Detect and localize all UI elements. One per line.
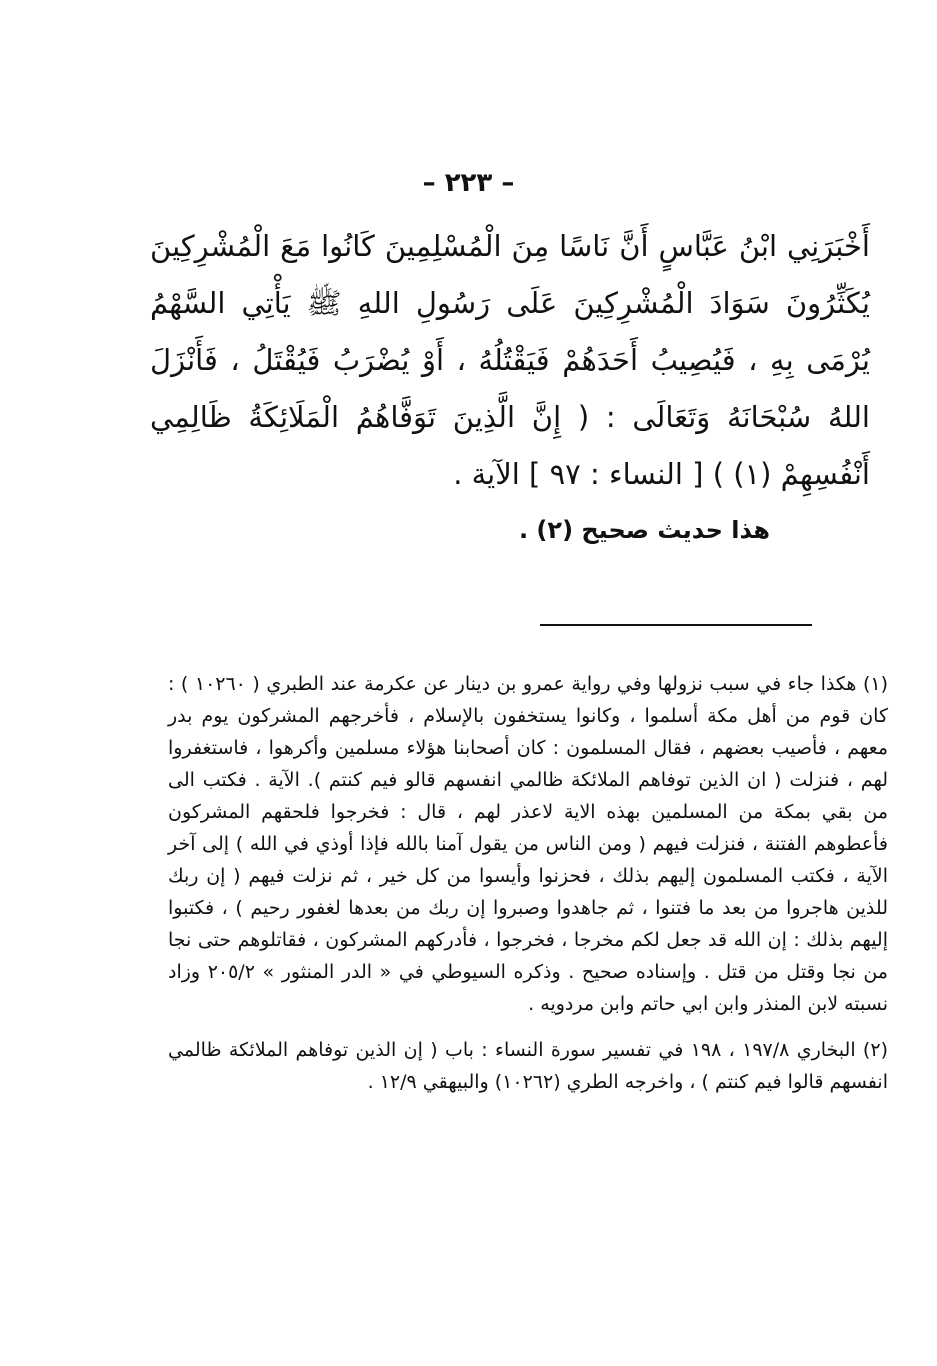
footnote-separator (540, 624, 812, 626)
main-text-block (150, 218, 870, 503)
hadith-grading: هذا حديث صحيح (٢) . (518, 516, 770, 544)
footnotes (168, 668, 888, 1098)
footnote-1: (١) هكذا جاء في سبب نزولها وفي رواية عمرو بن دينار عن عكرمة عند الطبري ( ١٠٢٦٠ ) : كان قوم من أهل مكة أسلموا ، وكانوا يستخفون بالإسلام ، فأخرجهم المشركون يوم بدر معهم ، فأصيب بعضهم ، فقال المسلمون : كان أصحابنا هؤلاء مسلمين وأكرهوا ، فاستغفروا لهم ، فنزلت ( ان الذين توفاهم الملائكة ظالمي انفسهم قالو فيم كنتم ). الآية . فكتب الى من بقي بمكة من المسلمين بهذه الاية لاعذر لهم ، قال : فخرجوا فلحقهم المشركون فأعطوهم الفتنة ، فنزلت فيهم ( ومن الناس من يقول آمنا بالله فإذا أوذي في الله ) إلى آخر الآية ، فكتب المسلمون إليهم بذلك ، فحزنوا وأيسوا من كل خير ، ثم نزلت فيهم ( إن ربك للذين هاجروا من بعد ما فتنوا ، ثم جاهدوا وصبروا إن ربك من بعدها لغفور رحيم ) ، فكتبوا إليهم بذلك : إن الله قد جعل لكم مخرجا ، فخرجوا ، فأدركهم المشركون ، فقاتلوهم حتى نجا من نجا وقتل من قتل . وإسناده صحيح . وذكره السيوطي في « الدر المنثور » ٢٠٥/٢ وزاد نسبته لابن المنذر وابن ابي حاتم وابن مردويه . (168, 673, 888, 1015)
page-number: – ٢٢٣ – (422, 168, 515, 198)
main-paragraph: أَخْبَرَنِي ابْنُ عَبَّاسٍ أَنَّ نَاسًا مِنَ الْمُسْلِمِينَ كَانُوا مَعَ الْمُشْرِكِينَ يُكَثِّرُونَ سَوَادَ الْمُشْرِكِينَ عَلَى رَسُولِ اللهِ ﷺ يَأْتِي السَّهْمُ يُرْمَى بِهِ ، فَيُصِيبُ أَحَدَهُمْ فَيَقْتُلُهُ ، أَوْ يُضْرَبُ فَيُقْتَلُ ، فَأَنْزَلَ اللهُ سُبْحَانَهُ وَتَعَالَى : ( إِنَّ الَّذِينَ تَوَفَّاهُمُ الْمَلَائِكَةُ ظَالِمِي أَنْفُسِهِمْ (١) ) [ النساء : ٩٧ ] الآية . (150, 229, 870, 491)
footnote-2: (٢) البخاري ١٩٧/٨ ، ١٩٨ في تفسير سورة النساء : باب ( إن الذين توفاهم الملائكة ظالمي انفسهم قالوا فيم كنتم ) ، واخرجه الطري (١٠٢٦٢) والبيهقي ١٢/٩ . (168, 1039, 888, 1093)
